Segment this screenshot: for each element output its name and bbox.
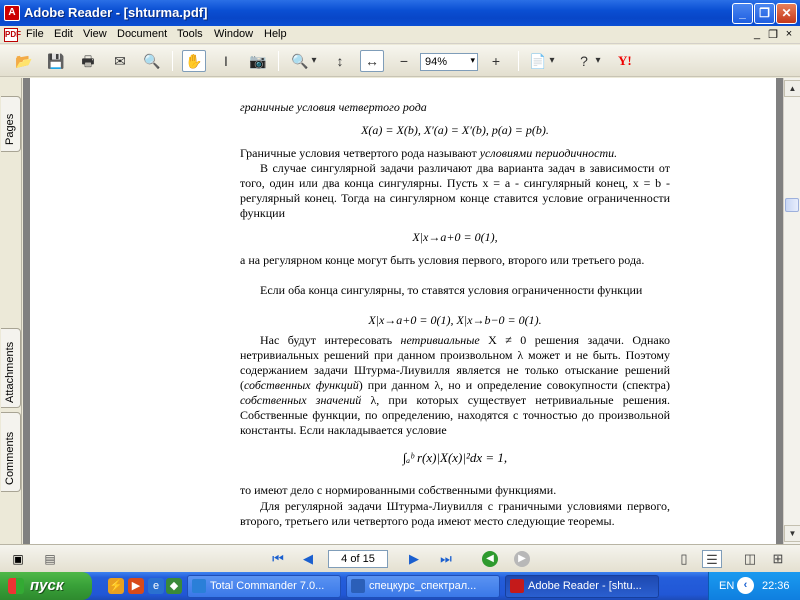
doc-paragraph — [240, 146, 670, 161]
next-page-button[interactable]: ▶ — [409, 551, 419, 566]
menu-file[interactable]: File — [26, 28, 44, 40]
system-tray — [708, 572, 800, 600]
zoom-level-select[interactable] — [420, 53, 478, 71]
doc-text: ) при данном λ, но и определение совокупности (спектра) — [358, 378, 670, 392]
start-button-label: пуск — [30, 577, 64, 594]
adobe-reader-icon: A — [4, 5, 20, 21]
first-page-button[interactable]: ⏮ — [272, 551, 284, 566]
scroll-down-button[interactable]: ▼ — [784, 525, 800, 542]
doc-paragraph: Для регулярной задачи Штурма-Лиувилля с граничными условиями первого, второго, третьего или четвертого рода имеют место следующие теоремы. — [240, 499, 670, 528]
scroll-up-button[interactable]: ▲ — [784, 80, 800, 97]
zoom-level-value: 94% — [425, 56, 448, 68]
zoom-in-tool-icon[interactable]: 🔍 — [291, 53, 309, 69]
zoom-tool-dropdown-icon[interactable]: ▾ — [311, 55, 317, 66]
doc-emphasis: условиями периодичности. — [479, 146, 618, 160]
doc-emphasis: собственных значений — [240, 393, 362, 407]
document-restore-button[interactable]: ❐ — [768, 29, 778, 41]
doc-equation: X|x→a+0 = 0(1), X|x→b−0 = 0(1). — [368, 313, 542, 327]
doc-text: λ, при которых существует нетривиальные решения. Собственные функции, по определению, находятся с точностью до произвольной константы. Если накладывается условие — [240, 393, 670, 437]
toolbar-separator — [278, 51, 279, 71]
clock[interactable]: 22:36 — [762, 580, 790, 592]
toolbar-separator — [172, 51, 173, 71]
continuous-layout-icon[interactable]: ☰ — [702, 550, 722, 568]
close-button[interactable]: ✕ — [776, 3, 797, 24]
toolbar-separator — [518, 51, 519, 71]
help-icon[interactable]: ? — [580, 53, 588, 69]
tab-comments[interactable] — [1, 412, 21, 492]
doc-text: X ≠ 0 решения задачи. Однако нетривиальных решений при данном произвольном λ может и не быть. Поэтому содержанием задачи Штурма-Лиувилля является не только отыскание решений ( — [240, 333, 670, 392]
window-title: Adobe Reader - [shturma.pdf] — [24, 5, 208, 20]
doc-text: Нас будут интересовать — [260, 333, 401, 347]
single-page-layout-icon[interactable]: ▯ — [680, 551, 688, 566]
status-bar — [0, 544, 800, 572]
hand-tool-icon[interactable]: ✋ — [182, 50, 206, 72]
quicklaunch-media-icon[interactable]: ▶ — [128, 578, 144, 594]
total-commander-icon — [192, 579, 206, 593]
menu-help[interactable]: Help — [264, 28, 287, 40]
pdf-page — [30, 78, 776, 544]
toolbar — [0, 45, 800, 77]
maximize-button[interactable]: ❐ — [754, 3, 775, 24]
search-icon[interactable]: 🔍 — [143, 53, 161, 69]
facing-layout-icon[interactable]: ◫ — [743, 551, 757, 566]
minimize-button[interactable]: _ — [732, 3, 753, 24]
fit-page-icon[interactable]: ↕ — [336, 53, 344, 69]
taskbar-item-total-commander[interactable] — [187, 575, 341, 598]
tab-pages[interactable] — [1, 96, 21, 152]
fit-width-icon[interactable]: ↔ — [360, 50, 384, 72]
windows-logo-icon — [8, 578, 24, 594]
doc-equation: X(a) = X(b), X′(a) = X′(b), p(a) = p(b). — [361, 123, 549, 137]
vertical-scrollbar[interactable] — [783, 78, 800, 544]
page-number-field[interactable]: 4 of 15 — [328, 550, 388, 568]
menu-tools[interactable]: Tools — [177, 28, 203, 40]
title-bar[interactable] — [0, 0, 800, 26]
doc-paragraph: а на регулярном конце могут быть условия первого, второго или третьего рода. — [240, 253, 645, 267]
adobe-reader-taskbar-icon — [510, 579, 524, 593]
menu-bar — [0, 26, 800, 44]
taskbar-item-adobe-reader[interactable] — [505, 575, 659, 598]
doc-emphasis: нетривиальные — [400, 333, 480, 347]
pdf-document-icon[interactable]: PDF — [4, 28, 18, 42]
doc-paragraph: Если оба конца сингулярны, то ставятся условия ограниченности функции — [260, 283, 643, 297]
menu-view[interactable]: View — [83, 28, 107, 40]
last-page-button[interactable]: ⏭ — [440, 551, 452, 566]
email-icon[interactable]: ✉ — [114, 53, 126, 69]
language-indicator[interactable]: EN — [719, 580, 735, 592]
doc-emphasis: собственных функций — [244, 378, 359, 392]
taskbar-item-word-document[interactable] — [346, 575, 500, 598]
tab-comments-label: Comments — [4, 431, 16, 485]
navigation-panel — [0, 78, 22, 544]
select-text-tool-icon[interactable]: I — [224, 53, 228, 69]
doc-paragraph: то имеют дело с нормированными собственными функциями. — [240, 483, 557, 497]
page-panel-icon[interactable]: ▤ — [44, 552, 56, 566]
taskbar-item-label: спецкурс_спектрал... — [369, 580, 477, 592]
doc-text-line: граничные условия четвертого рода — [240, 100, 427, 114]
window-icon[interactable]: ▣ — [12, 552, 24, 566]
quicklaunch-browser-icon[interactable]: e — [148, 578, 164, 594]
doc-paragraph — [240, 333, 670, 438]
help-dropdown-icon[interactable]: ▾ — [595, 55, 601, 66]
document-close-button[interactable]: × — [785, 28, 793, 40]
snapshot-tool-icon[interactable]: 📷 — [249, 53, 267, 69]
tasks-icon[interactable]: 📄 — [529, 53, 547, 69]
taskbar-item-label: Total Commander 7.0... — [210, 580, 325, 592]
open-icon[interactable]: 📂 — [15, 53, 33, 69]
continuous-facing-layout-icon[interactable]: ⊞ — [772, 551, 784, 566]
scroll-thumb[interactable] — [785, 198, 799, 212]
zoom-in-icon[interactable]: + — [491, 53, 501, 69]
go-back-button[interactable]: ◀ — [482, 551, 498, 567]
zoom-out-icon[interactable]: − — [399, 53, 409, 69]
menu-document[interactable]: Document — [117, 28, 168, 40]
show-hidden-icons-button[interactable]: ‹ — [737, 577, 754, 594]
doc-text: Граничные условия четвертого рода называют — [240, 146, 480, 160]
doc-equation: X|x→a+0 = 0(1), — [412, 230, 498, 244]
print-icon[interactable]: 🖶 — [81, 53, 95, 69]
windows-taskbar — [0, 572, 800, 600]
tab-attachments-label: Attachments — [4, 341, 16, 403]
start-button[interactable] — [0, 572, 92, 600]
taskbar-item-label: Adobe Reader - [shtu... — [528, 580, 642, 592]
zoom-dropdown-arrow-icon[interactable]: ▾ — [470, 55, 475, 65]
menu-window[interactable]: Window — [214, 28, 254, 40]
tasks-dropdown-icon[interactable]: ▾ — [549, 55, 555, 66]
yahoo-toolbar-icon[interactable]: Y! — [618, 53, 632, 68]
document-view[interactable] — [23, 78, 783, 544]
doc-equation: ∫ₐᵇ r(x)|X(x)|²dx = 1, — [402, 450, 508, 465]
document-minimize-button[interactable]: _ — [753, 28, 761, 40]
tab-attachments[interactable] — [1, 328, 21, 408]
quicklaunch-icon[interactable]: ⚡ — [109, 580, 123, 592]
word-document-icon — [351, 579, 365, 593]
menu-edit[interactable]: Edit — [54, 28, 73, 40]
tab-pages-label: Pages — [4, 113, 16, 145]
doc-paragraph: В случае сингулярной задачи различают два варианта задач в зависимости от того, один или два конца сингулярны. Пусть x = a - сингулярный конец, x = b - регулярный конец. Тогда на сингулярном конце ставится условие ограниченности функции — [240, 161, 670, 220]
previous-page-button[interactable]: ◀ — [303, 551, 313, 566]
quicklaunch-desktop-icon[interactable]: ◆ — [166, 578, 182, 594]
go-forward-button[interactable]: ▶ — [514, 551, 530, 567]
save-icon[interactable]: 💾 — [47, 53, 65, 69]
